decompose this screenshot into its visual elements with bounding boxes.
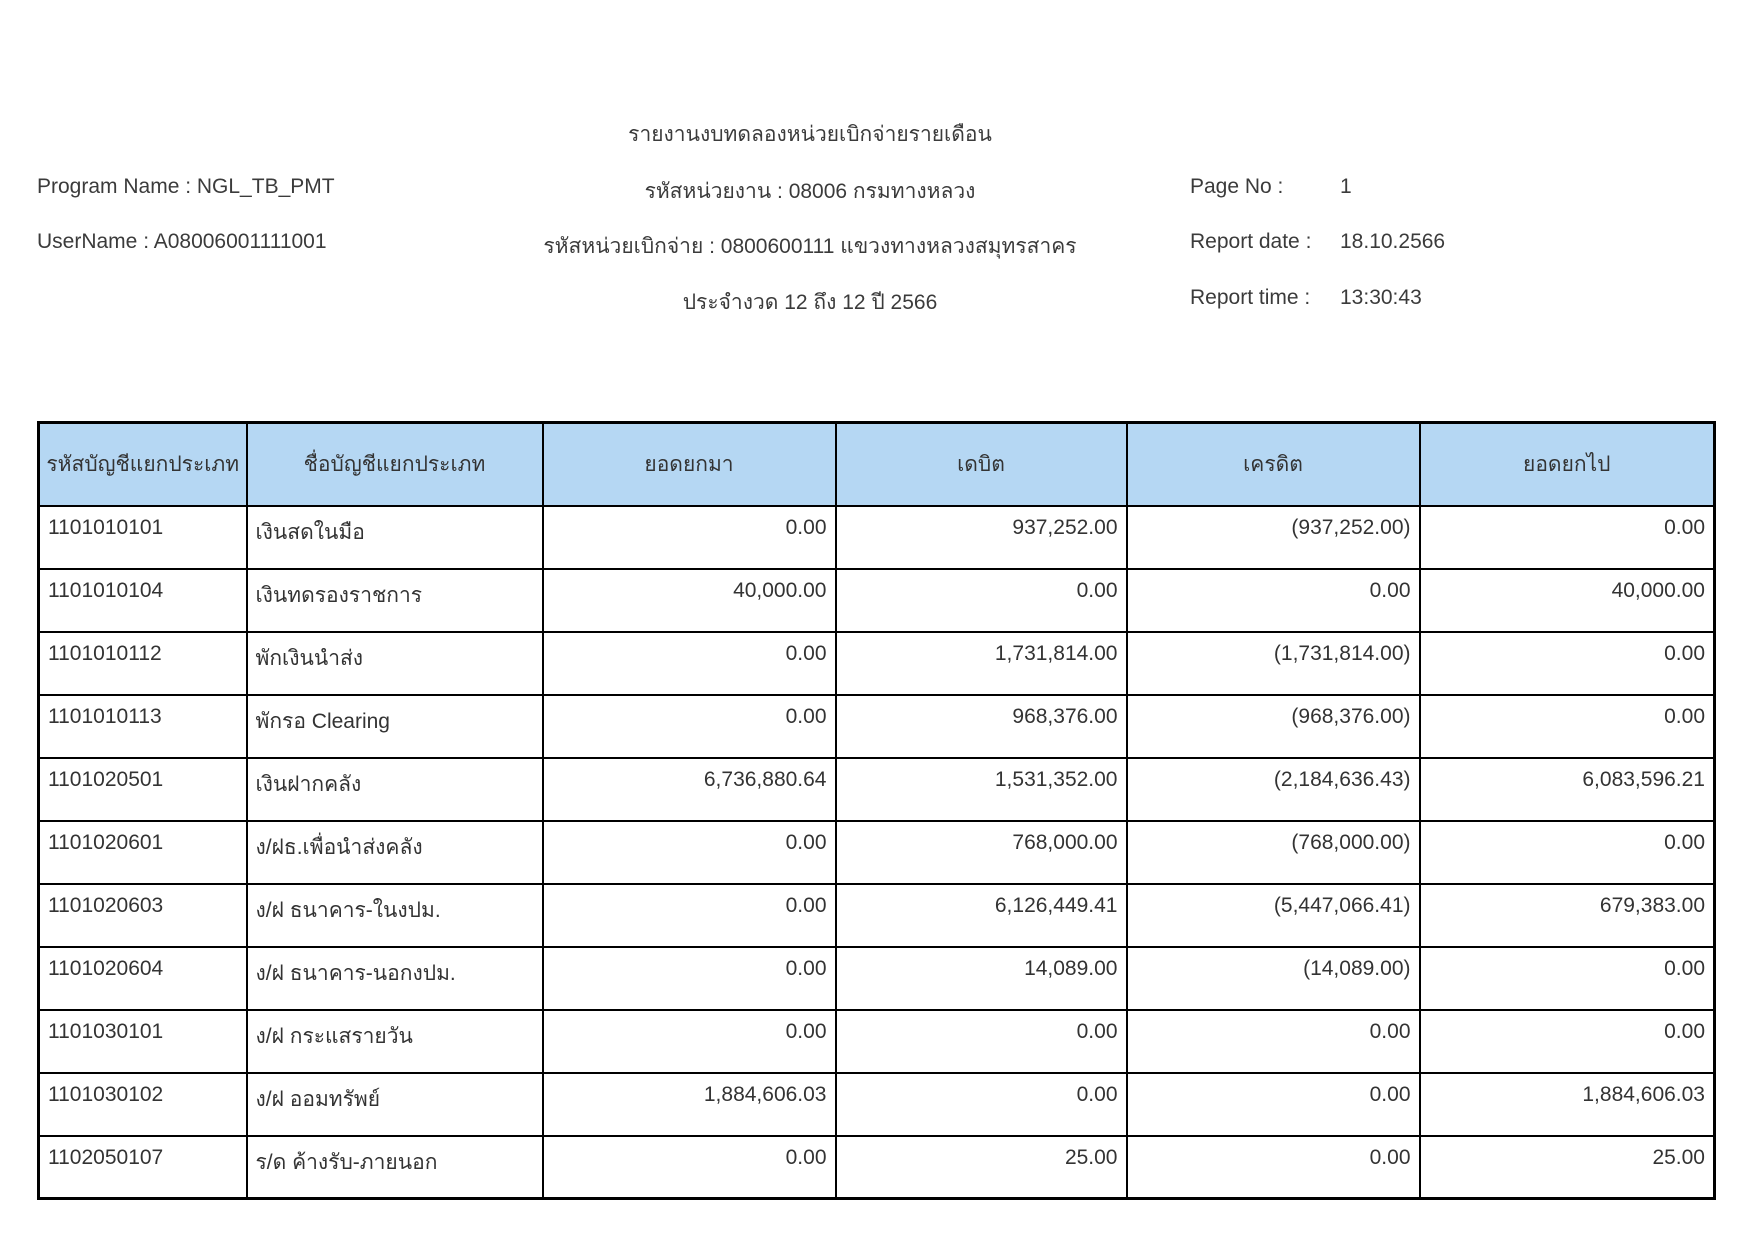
cell-debit: 0.00 bbox=[836, 1010, 1127, 1073]
cell-account-name: ง/ฝ กระแสรายวัน bbox=[247, 1010, 543, 1073]
report-date-label: Report date : bbox=[1190, 230, 1312, 253]
cell-brought-forward: 0.00 bbox=[543, 506, 836, 569]
cell-debit: 0.00 bbox=[836, 1073, 1127, 1136]
cell-brought-forward: 6,736,880.64 bbox=[543, 758, 836, 821]
cell-credit: 0.00 bbox=[1127, 569, 1420, 632]
cell-debit: 14,089.00 bbox=[836, 947, 1127, 1010]
table-row bbox=[39, 506, 1715, 569]
program-name: Program Name : NGL_TB_PMT bbox=[37, 175, 335, 198]
cell-debit: 937,252.00 bbox=[836, 506, 1127, 569]
column-header: ชื่อบัญชีแยกประเภท bbox=[247, 423, 543, 506]
cell-carried-forward: 0.00 bbox=[1420, 1010, 1715, 1073]
cell-credit: (968,376.00) bbox=[1127, 695, 1420, 758]
column-header: ยอดยกมา bbox=[543, 423, 836, 506]
table-row bbox=[39, 884, 1715, 947]
cell-carried-forward: 0.00 bbox=[1420, 947, 1715, 1010]
cell-brought-forward: 0.00 bbox=[543, 1010, 836, 1073]
column-header: รหัสบัญชีแยกประเภท bbox=[39, 423, 247, 506]
cell-account-name: ง/ฝ ธนาคาร-นอกงปม. bbox=[247, 947, 543, 1010]
cell-account-name: ร/ด ค้างรับ-ภายนอก bbox=[247, 1136, 543, 1199]
cell-credit: 0.00 bbox=[1127, 1073, 1420, 1136]
column-header: ยอดยกไป bbox=[1420, 423, 1715, 506]
cell-account-code: 1101030102 bbox=[39, 1073, 247, 1136]
cell-account-name: เงินสดในมือ bbox=[247, 506, 543, 569]
cell-account-name: เงินทดรองราชการ bbox=[247, 569, 543, 632]
cell-carried-forward: 0.00 bbox=[1420, 632, 1715, 695]
cell-carried-forward: 1,884,606.03 bbox=[1420, 1073, 1715, 1136]
cell-debit: 6,126,449.41 bbox=[836, 884, 1127, 947]
cell-brought-forward: 0.00 bbox=[543, 947, 836, 1010]
cell-account-name: พักรอ Clearing bbox=[247, 695, 543, 758]
disbursement-unit-code: รหัสหน่วยเบิกจ่าย : 0800600111 แขวงทางหลวงสมุทรสาคร bbox=[543, 235, 1077, 258]
report-date-value: 18.10.2566 bbox=[1340, 230, 1446, 253]
cell-account-name: เงินฝากคลัง bbox=[247, 758, 543, 821]
report-title: รายงานงบทดลองหน่วยเบิกจ่ายรายเดือน bbox=[628, 123, 992, 146]
cell-brought-forward: 0.00 bbox=[543, 821, 836, 884]
report-period: ประจำงวด 12 ถึง 12 ปี 2566 bbox=[682, 291, 938, 314]
cell-credit: 0.00 bbox=[1127, 1136, 1420, 1199]
cell-credit: (768,000.00) bbox=[1127, 821, 1420, 884]
cell-brought-forward: 0.00 bbox=[543, 632, 836, 695]
page-no-label: Page No : bbox=[1190, 175, 1284, 198]
cell-account-code: 1101020603 bbox=[39, 884, 247, 947]
table-row bbox=[39, 821, 1715, 884]
cell-credit: (937,252.00) bbox=[1127, 506, 1420, 569]
cell-carried-forward: 679,383.00 bbox=[1420, 884, 1715, 947]
page-no-value: 1 bbox=[1340, 175, 1352, 198]
cell-account-name: ง/ฝ ออมทรัพย์ bbox=[247, 1073, 543, 1136]
table-row bbox=[39, 1136, 1715, 1199]
table-row bbox=[39, 569, 1715, 632]
cell-debit: 968,376.00 bbox=[836, 695, 1127, 758]
cell-credit: (14,089.00) bbox=[1127, 947, 1420, 1010]
cell-debit: 1,531,352.00 bbox=[836, 758, 1127, 821]
cell-brought-forward: 0.00 bbox=[543, 884, 836, 947]
table-row bbox=[39, 947, 1715, 1010]
cell-debit: 1,731,814.00 bbox=[836, 632, 1127, 695]
user-name: UserName : A08006001111001 bbox=[37, 230, 327, 253]
cell-credit: (5,447,066.41) bbox=[1127, 884, 1420, 947]
cell-account-code: 1101010112 bbox=[39, 632, 247, 695]
column-header: เครดิต bbox=[1127, 423, 1420, 506]
cell-carried-forward: 25.00 bbox=[1420, 1136, 1715, 1199]
cell-account-code: 1101020604 bbox=[39, 947, 247, 1010]
report-time-value: 13:30:43 bbox=[1340, 286, 1422, 309]
trial-balance-table bbox=[37, 421, 1716, 1200]
cell-brought-forward: 40,000.00 bbox=[543, 569, 836, 632]
cell-debit: 0.00 bbox=[836, 569, 1127, 632]
cell-account-name: ง/ฝ ธนาคาร-ในงปม. bbox=[247, 884, 543, 947]
table-row bbox=[39, 1010, 1715, 1073]
table-header-row bbox=[39, 423, 1715, 506]
cell-account-code: 1101020501 bbox=[39, 758, 247, 821]
table-row bbox=[39, 1073, 1715, 1136]
cell-credit: (2,184,636.43) bbox=[1127, 758, 1420, 821]
table-row bbox=[39, 632, 1715, 695]
table-row bbox=[39, 758, 1715, 821]
cell-account-code: 1101030101 bbox=[39, 1010, 247, 1073]
cell-account-code: 1101010113 bbox=[39, 695, 247, 758]
cell-account-code: 1101010104 bbox=[39, 569, 247, 632]
table-body bbox=[39, 506, 1715, 1199]
cell-brought-forward: 1,884,606.03 bbox=[543, 1073, 836, 1136]
cell-account-name: พักเงินนำส่ง bbox=[247, 632, 543, 695]
column-header: เดบิต bbox=[836, 423, 1127, 506]
table-row bbox=[39, 695, 1715, 758]
cell-carried-forward: 40,000.00 bbox=[1420, 569, 1715, 632]
report-time-label: Report time : bbox=[1190, 286, 1311, 309]
cell-carried-forward: 0.00 bbox=[1420, 695, 1715, 758]
cell-brought-forward: 0.00 bbox=[543, 695, 836, 758]
cell-carried-forward: 0.00 bbox=[1420, 821, 1715, 884]
cell-account-code: 1102050107 bbox=[39, 1136, 247, 1199]
cell-carried-forward: 6,083,596.21 bbox=[1420, 758, 1715, 821]
cell-account-code: 1101020601 bbox=[39, 821, 247, 884]
cell-debit: 25.00 bbox=[836, 1136, 1127, 1199]
cell-account-name: ง/ฝธ.เพื่อนำส่งคลัง bbox=[247, 821, 543, 884]
cell-account-code: 1101010101 bbox=[39, 506, 247, 569]
cell-brought-forward: 0.00 bbox=[543, 1136, 836, 1199]
cell-debit: 768,000.00 bbox=[836, 821, 1127, 884]
cell-carried-forward: 0.00 bbox=[1420, 506, 1715, 569]
agency-code: รหัสหน่วยงาน : 08006 กรมทางหลวง bbox=[644, 180, 976, 203]
cell-credit: 0.00 bbox=[1127, 1010, 1420, 1073]
cell-credit: (1,731,814.00) bbox=[1127, 632, 1420, 695]
